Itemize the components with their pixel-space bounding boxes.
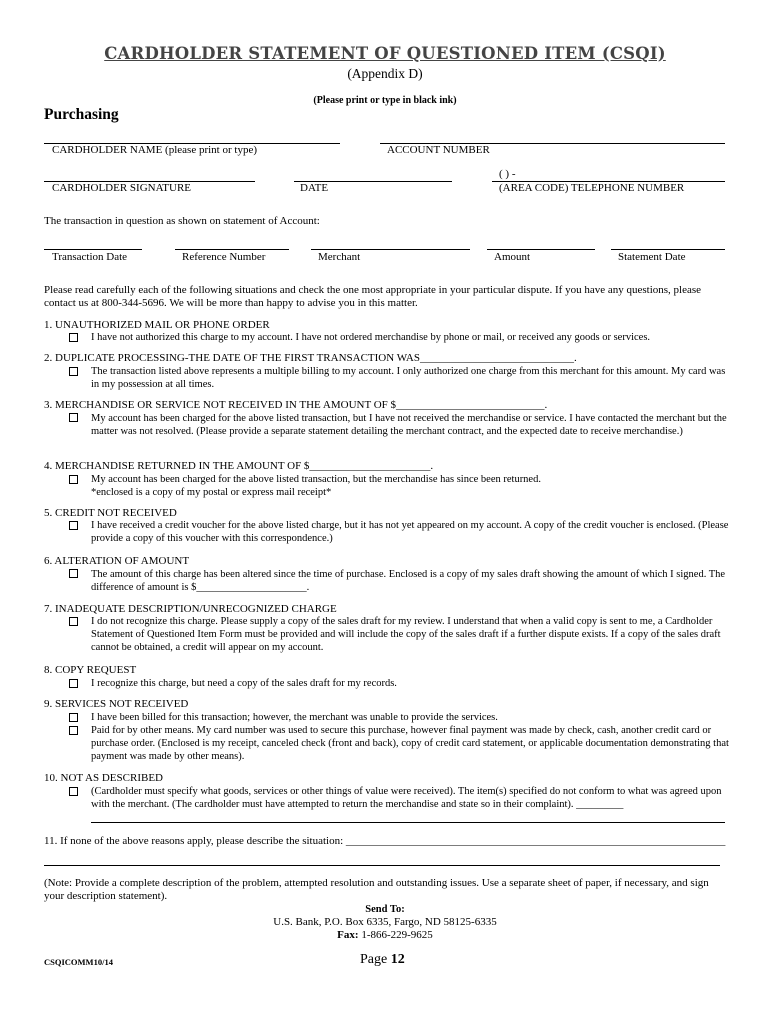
dispute-instructions: Please read carefully each of the following situations and check the one most appropriate in your particular dispute. If you have any questions, please contact us at 800-344-5696. We will be more than happy to advise you in this matter. (44, 284, 702, 310)
cardholder-name-label: CARDHOLDER NAME (please print or type) (52, 144, 257, 156)
ink-instruction: (Please print or type in black ink) (313, 95, 457, 106)
reason-11-line[interactable] (44, 865, 720, 866)
reason-10-text: (Cardholder must specify what goods, services or other things of value were received). The item(s) specified do not conform to what was agreed upon with the merchant. (The cardholder must have attempted to return the merchandise and state so in their complaint). _________ (91, 786, 722, 811)
send-to-label: Send To: (365, 904, 405, 915)
reason-7-checkbox[interactable] (69, 617, 78, 626)
reason-10-checkbox[interactable] (69, 787, 78, 796)
page-indicator (360, 952, 405, 968)
reason-8-checkbox[interactable] (69, 679, 78, 688)
reason-10-heading: 10. NOT AS DESCRIBED (44, 772, 163, 784)
date-label: DATE (300, 182, 329, 194)
send-to-address: U.S. Bank, P.O. Box 6335, Fargo, ND 58125-6335 (273, 916, 497, 928)
reason-6-text: The amount of this charge has been altered since the time of purchase. Enclosed is a copy of my sales draft showing the amount of which I signed. The difference of amount is $_____________________. (91, 569, 726, 594)
transaction-date-field[interactable] (44, 249, 142, 250)
phone-prefix: ( ) - (499, 168, 516, 180)
reason-7-heading: 7. INADEQUATE DESCRIPTION/UNRECOGNIZED CHARGE (44, 603, 337, 615)
transaction-intro: The transaction in question as shown on statement of Account: (44, 215, 320, 227)
reason-3-heading: 3. MERCHANDISE OR SERVICE NOT RECEIVED IN THE AMOUNT OF $___________________________. (44, 399, 548, 411)
transaction-date-label: Transaction Date (52, 251, 128, 263)
reason-11-text: 11. If none of the above reasons apply, please describe the situation: _____________________________________________________________________ (44, 835, 726, 847)
merchant-field[interactable] (311, 249, 470, 250)
reason-9-heading: 9. SERVICES NOT RECEIVED (44, 698, 189, 710)
reason-8-text: I recognize this charge, but need a copy of the sales draft for my records. (91, 678, 397, 689)
reason-9a-checkbox[interactable] (69, 713, 78, 722)
amount-label: Amount (494, 251, 531, 263)
appendix-label: (Appendix D) (347, 66, 423, 81)
reason-6-heading: 6. ALTERATION OF AMOUNT (44, 555, 190, 567)
reason-2-checkbox[interactable] (69, 367, 78, 376)
reason-1-text: I have not authorized this charge to my account. I have not ordered merchandise by phone or mail, or received any goods or services. (91, 332, 651, 343)
cardholder-signature-label: CARDHOLDER SIGNATURE (52, 182, 192, 194)
reason-5-text: I have received a credit voucher for the above listed charge, but it has not yet appeared on my account. A copy of the credit voucher is enclosed. (Please provide a copy of this voucher with this correspondence.) (91, 520, 729, 545)
reason-4-checkbox[interactable] (69, 475, 78, 484)
form-title: CARDHOLDER STATEMENT OF QUESTIONED ITEM (CSQI) (104, 44, 666, 63)
reason-2-text: The transaction listed above represents a multiple billing to my account. I only authorized one charge from this merchant for this amount. My card was in my possession at all times. (91, 366, 726, 391)
reason-5-checkbox[interactable] (69, 521, 78, 530)
reason-5-heading: 5. CREDIT NOT RECEIVED (44, 507, 177, 519)
reason-2-heading: 2. DUPLICATE PROCESSING-THE DATE OF THE FIRST TRANSACTION WAS____________________________. (44, 352, 577, 364)
amount-field[interactable] (487, 249, 595, 250)
reason-3-text: My account has been charged for the above listed transaction, but I have not received the merchandise or service. I have contacted the merchant but the matter was not resolved. (Please provide a separate statement detailing the merchant contract, and the expected date to receive merchandise.) (91, 413, 727, 438)
fax-label: Fax: (337, 929, 359, 941)
reason-10-line[interactable] (91, 822, 725, 823)
fax-line (0, 929, 770, 941)
reason-8-heading: 8. COPY REQUEST (44, 664, 137, 676)
reason-4-text: My account has been charged for the above listed transaction, but the merchandise has since been returned. *enclosed is a copy of my postal or express mail receipt* (91, 474, 541, 499)
page-label: Page (360, 952, 391, 967)
account-number-label: ACCOUNT NUMBER (387, 144, 490, 156)
fax-number: 1-866-229-9625 (358, 929, 433, 941)
reference-number-field[interactable] (175, 249, 289, 250)
reason-3-checkbox[interactable] (69, 413, 78, 422)
reason-9b-text: Paid for by other means. My card number was used to secure this purchase, however final payment was made by check, cash, another credit card or purchase order. (Enclosed is my receipt, canceled check (front and back), copy of credit card statement, or applicable documentation demonstrating that payment was made by other means). (91, 725, 729, 763)
reason-1-checkbox[interactable] (69, 333, 78, 342)
note-text: (Note: Provide a complete description of the problem, attempted resolution and outstanding issues. Use a separate sheet of paper, if necessary, and sign your description statement). (44, 877, 709, 903)
reason-6-checkbox[interactable] (69, 569, 78, 578)
page-number: 12 (390, 952, 405, 967)
form-code: CSQICOMM10/14 (44, 957, 113, 967)
reference-number-label: Reference Number (182, 251, 266, 263)
reason-4-heading: 4. MERCHANDISE RETURNED IN THE AMOUNT OF $______________________. (44, 460, 434, 472)
section-heading: Purchasing (44, 106, 119, 123)
statement-date-field[interactable] (611, 249, 725, 250)
merchant-label: Merchant (318, 251, 361, 263)
phone-label: (AREA CODE) TELEPHONE NUMBER (499, 182, 685, 194)
reason-9a-text: I have been billed for this transaction; however, the merchant was unable to provide the services. (91, 712, 498, 723)
reason-7-text: I do not recognize this charge. Please supply a copy of the sales draft for my review. I understand that when a valid copy is sent to me, a Cardholder Statement of Questioned Item Form must be provided and will include the copy of the sales draft if a further dispute exists. If a copy of the sales draft cannot be obtained, a credit will appear on my account. (91, 616, 721, 654)
reason-1-heading: 1. UNAUTHORIZED MAIL OR PHONE ORDER (44, 319, 270, 331)
reason-9b-checkbox[interactable] (69, 726, 78, 735)
statement-date-label: Statement Date (618, 251, 686, 263)
